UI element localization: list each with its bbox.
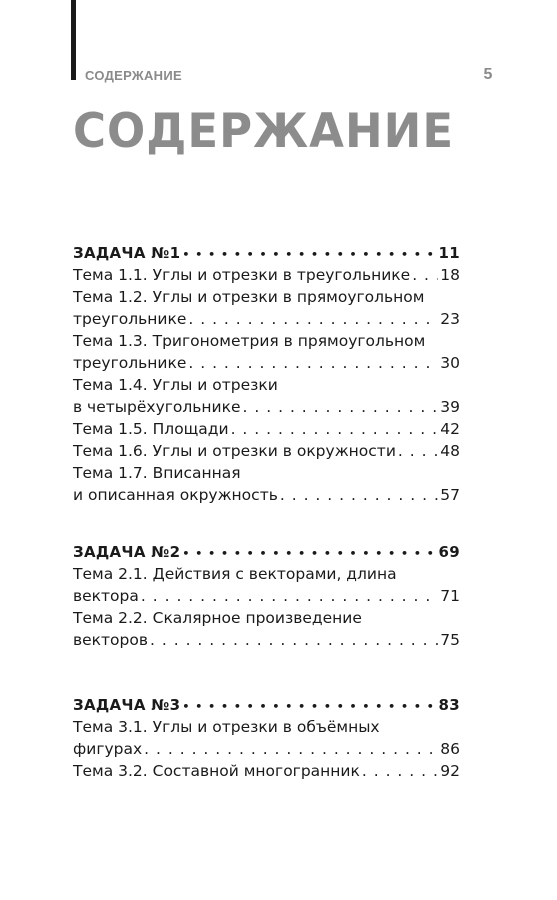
toc-task-page: 11 <box>438 244 460 262</box>
toc-leader-dots <box>188 352 438 374</box>
toc-topic-line: Тема 1.4. Углы и отрезки <box>73 376 278 394</box>
toc-task-entry[interactable] <box>73 541 460 563</box>
toc-task-entry[interactable] <box>73 694 460 716</box>
toc-task-page: 83 <box>438 696 460 714</box>
toc-topic-page: 30 <box>440 354 460 372</box>
toc-leader-dots <box>243 396 439 418</box>
page-number: 5 <box>483 66 493 83</box>
toc-leader-dots <box>412 264 438 286</box>
toc-topic-page: 23 <box>440 310 460 328</box>
toc-topic-line: Тема 1.3. Тригонометрия в прямоугольном <box>73 332 426 350</box>
margin-rule <box>71 0 76 80</box>
toc-topic-label: треугольнике <box>73 310 187 328</box>
toc-leader-dots <box>398 440 438 462</box>
toc-section <box>73 694 460 782</box>
toc-section <box>73 541 460 651</box>
toc-topic-page: 18 <box>440 266 460 284</box>
toc-topic-entry[interactable] <box>73 760 460 782</box>
toc-topic-page: 86 <box>440 740 460 758</box>
toc-topic-page: 71 <box>440 587 460 605</box>
toc-section <box>73 242 460 506</box>
toc-topic-label: и описанная окружность <box>73 486 278 504</box>
page-title: СОДЕРЖАНИЕ <box>73 103 455 159</box>
toc-topic-label: Тема 1.5. Площади <box>73 420 229 438</box>
running-header-title: СОДЕРЖАНИЕ <box>85 68 182 83</box>
toc-topic-page: 57 <box>440 486 460 504</box>
toc-topic-entry[interactable] <box>73 352 460 374</box>
toc-topic-label: фигурах <box>73 740 143 758</box>
toc-topic-page: 92 <box>440 762 460 780</box>
toc-topic-page: 48 <box>440 442 460 460</box>
toc-topic-label: треугольнике <box>73 354 187 372</box>
toc-topic-page: 75 <box>440 631 460 649</box>
toc-topic-line: Тема 1.7. Вписанная <box>73 464 241 482</box>
toc-topic-entry[interactable] <box>73 308 460 330</box>
toc-topic-line: Тема 2.1. Действия с векторами, длина <box>73 565 397 583</box>
toc-topic-entry[interactable] <box>73 738 460 760</box>
toc-leader-dots <box>231 418 439 440</box>
toc-topic-entry[interactable] <box>73 396 460 418</box>
toc-topic-page: 42 <box>440 420 460 438</box>
toc-leader-dots <box>280 484 438 506</box>
toc-task-label: ЗАДАЧА №1 <box>73 244 181 262</box>
toc-topic-entry[interactable] <box>73 629 460 651</box>
toc-topic-entry[interactable] <box>73 585 460 607</box>
toc-topic-label: Тема 1.6. Углы и отрезки в окружности <box>73 442 396 460</box>
toc-topic-label: в четырёхугольнике <box>73 398 241 416</box>
toc-topic-line: Тема 2.2. Скалярное произведение <box>73 609 362 627</box>
toc-leader-dots <box>182 694 436 718</box>
toc-topic-label: вектора <box>73 587 139 605</box>
toc-leader-dots <box>141 585 438 607</box>
toc-topic-label: Тема 3.2. Составной многогранник <box>73 762 360 780</box>
toc-leader-dots <box>188 308 438 330</box>
toc-leader-dots <box>362 760 438 782</box>
toc-topic-label: Тема 1.1. Углы и отрезки в треугольнике <box>73 266 411 284</box>
toc-task-page: 69 <box>438 543 460 561</box>
toc-leader-dots <box>144 738 438 760</box>
toc-leader-dots <box>150 629 438 651</box>
toc-topic-entry[interactable] <box>73 418 460 440</box>
toc-task-label: ЗАДАЧА №3 <box>73 696 181 714</box>
toc-task-label: ЗАДАЧА №2 <box>73 543 181 561</box>
toc-topic-line: Тема 3.1. Углы и отрезки в объёмных <box>73 718 380 736</box>
toc-topic-entry[interactable] <box>73 264 460 286</box>
toc-topic-page: 39 <box>440 398 460 416</box>
toc-topic-line: Тема 1.2. Углы и отрезки в прямоугольном <box>73 288 425 306</box>
toc-leader-dots <box>182 541 436 565</box>
toc-topic-label: векторов <box>73 631 149 649</box>
toc-topic-entry[interactable] <box>73 484 460 506</box>
toc-leader-dots <box>182 242 436 266</box>
toc-topic-entry[interactable] <box>73 440 460 462</box>
toc-task-entry[interactable] <box>73 242 460 264</box>
